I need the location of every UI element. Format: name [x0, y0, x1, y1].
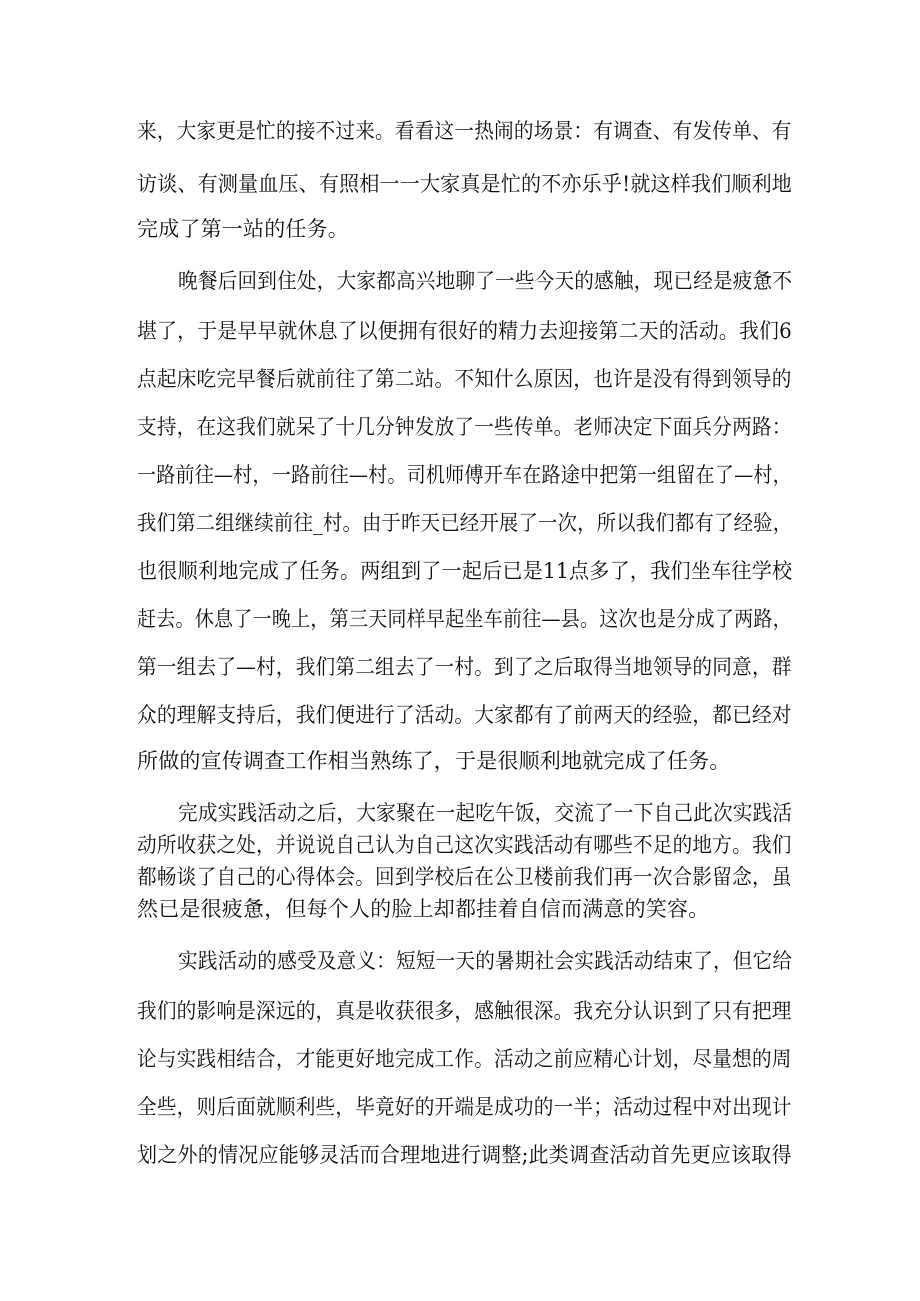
text-line: 完成实践活动之后，大家聚在一起吃午饭，交流了一下自己此次实践活 — [178, 801, 793, 825]
text-line: 点起床吃完早餐后就前往了第二站。不知什么原因，也许是没有得到领导的 — [137, 367, 792, 391]
text-line: 都畅谈了自己的心得体会。回到学校后在公卫楼前我们再一次合影留念，虽 — [137, 865, 792, 889]
text-line: 访谈、有测量血压、有照相一一大家真是忙的不亦乐乎!就这样我们顺利地 — [137, 172, 793, 196]
text-line: 一路前往—村，一路前往—村。司机师傅开车在路途中把第一组留在了—村， — [137, 463, 792, 487]
text-line: 赶去。休息了一晚上，第三天同样早起坐车前往—县。这次也是分成了两路， — [137, 607, 792, 631]
text-line: 我们的影响是深远的，真是收获很多，感触很深。我充分认识到了只有把理 — [137, 999, 792, 1023]
text-line: 堪了，于是早早就休息了以便拥有很好的精力去迎接第二天的活动。我们6 — [137, 319, 792, 343]
text-line: 完成了第一站的任务。 — [137, 217, 349, 241]
text-line: 来，大家更是忙的接不过来。看看这一热闹的场景：有调查、有发传单、有 — [137, 119, 792, 143]
text-line: 我们第二组继续前往_村。由于昨天已经开展了一次，所以我们都有了经验， — [137, 511, 793, 535]
text-line: 实践活动的感受及意义：短短一天的暑期社会实践活动结束了，但它给 — [178, 949, 793, 973]
text-line: 论与实践相结合，才能更好地完成工作。活动之前应精心计划，尽量想的周 — [137, 1047, 792, 1071]
text-line: 然已是很疲惫，但每个人的脸上却都挂着自信而满意的笑容。 — [137, 897, 710, 921]
text-line: 所做的宣传调查工作相当熟练了，于是很顺利地就完成了任务。 — [137, 749, 731, 773]
text-line: 全些，则后面就顺利些，毕竟好的开端是成功的一半；活动过程中对出现计 — [137, 1095, 792, 1119]
text-line: 划之外的情况应能够灵活而合理地进行调整;此类调查活动首先更应该取得 — [137, 1143, 792, 1167]
text-line: 支持，在这我们就呆了十几分钟发放了一些传单。老师决定下面兵分两路： — [137, 415, 792, 439]
text-line: 动所收获之处，并说说自己认为自己这次实践活动有哪些不足的地方。我们 — [137, 833, 792, 857]
text-line: 第一组去了—村，我们第二组去了一村。到了之后取得当地领导的同意，群 — [137, 655, 792, 679]
text-line: 众的理解支持后，我们便进行了活动。大家都有了前两天的经验，都已经对 — [137, 703, 792, 727]
text-line: 也很顺利地完成了任务。两组到了一起后已是11点多了，我们坐车往学校 — [137, 559, 793, 583]
text-line: 晚餐后回到住处，大家都高兴地聊了一些今天的感触，现已经是疲惫不 — [178, 269, 793, 293]
